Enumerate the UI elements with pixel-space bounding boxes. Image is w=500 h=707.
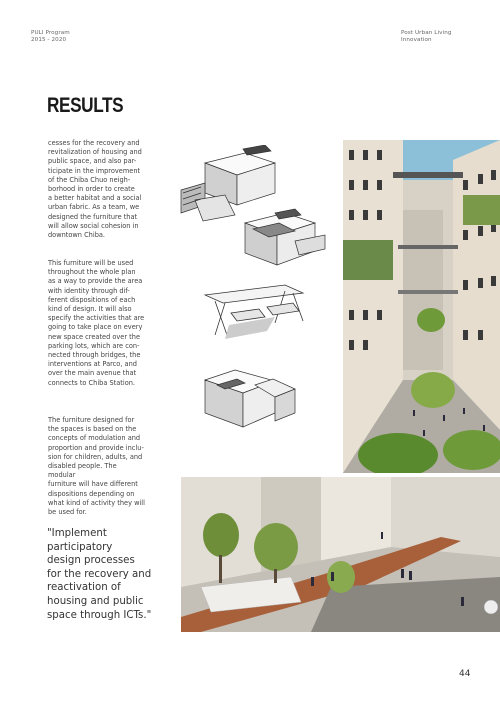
furniture-modules-icon [175, 145, 345, 465]
subtitle-line2: Innovation [401, 37, 432, 43]
subtitle-line1: Post Urban Living [401, 30, 452, 36]
paragraph-text: The furniture designed for the spaces is based on the concepts of modulation and proportion and provide inclu- sion for children, adults, and disabled people. The modular furniture will have different dispositions depending on what kind of activity they will be used for. [48, 416, 145, 517]
pull-quote: "Implement participatory design processes for the recovery and reactivation of housing and public space through ICTs." [47, 528, 152, 621]
body-paragraph-2 [48, 259, 146, 397]
page-number: 44 [459, 669, 471, 679]
furniture-sketches [175, 145, 345, 465]
program-header [31, 30, 70, 44]
plaza-render-image [181, 477, 500, 632]
body-paragraph-3 [48, 416, 146, 526]
paragraph-text: cesses for the recovery and revitalization of housing and public space, and also par- ticipate in the improvement of the Chiba Chuo neigh- borhood in order to create a better habitat and a social urban fabric. As a team, we designed the furniture that will allow social cohesion in downtown Chiba. [48, 139, 142, 240]
page-title: RESULTS [47, 94, 124, 117]
subtitle-header [401, 30, 452, 44]
plaza-render [181, 477, 500, 632]
body-paragraph-1 [48, 139, 146, 249]
street-render-image [343, 140, 500, 473]
program-name: PULI Program [31, 30, 70, 36]
street-render [343, 140, 500, 473]
paragraph-text: This furniture will be used throughout the whole plan as a way to provide the area with identity through dif- ferent dispositions of each kind of design. It will also specify the activities that are going to take place on every new space created over the parking lots, which are con- nected through bridges, the interventions at Parco, and over the main avenue that connects to Chiba Station. [48, 259, 145, 387]
program-years: 2015 - 2020 [31, 37, 67, 43]
